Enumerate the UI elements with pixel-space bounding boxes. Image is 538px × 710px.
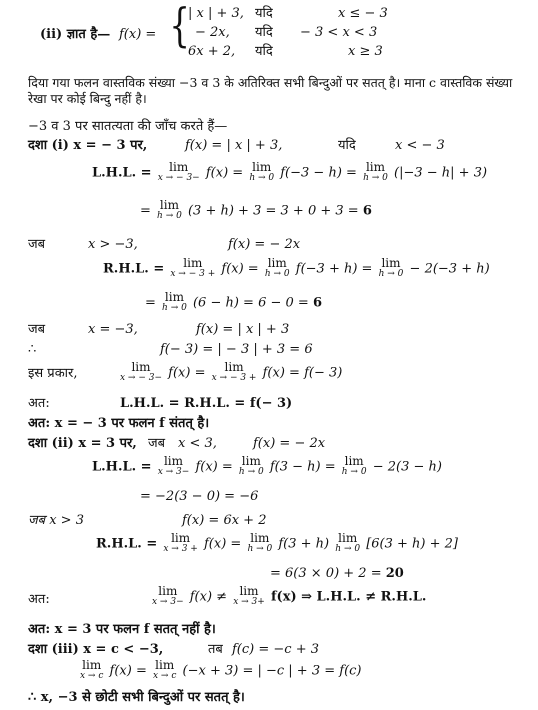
piece-3-expr: 6x + 2,: [188, 44, 236, 59]
lhl-term: f(−3 − h) =: [280, 165, 357, 181]
case1-hence-word: अत:: [28, 396, 50, 411]
case3-heading: दशा (iii) x = c < −3,: [28, 642, 164, 657]
case1-rhl-row: [103, 258, 490, 280]
limit: lim x → − 3 +: [170, 256, 216, 279]
case2-hence-word: अत:: [28, 592, 50, 607]
case2-rhl-line2: [270, 566, 404, 582]
limit: lim x → − 3 +: [211, 360, 257, 383]
piece-1-word: यदि: [255, 6, 273, 21]
lhl-label: L.H.L. =: [92, 459, 152, 475]
piece-2-expr: − 2x,: [195, 25, 230, 40]
case2-cond: x < 3,: [178, 436, 217, 451]
case1-lhl-line2: [140, 200, 372, 222]
limit: lim h → 0: [378, 256, 404, 279]
thus-term: f(x) =: [168, 365, 206, 381]
neq-term: f(x) ⇒ L.H.L. ≠ R.H.L.: [270, 589, 427, 605]
case1-when-cond: x > −3,: [88, 237, 138, 252]
case2-heading: दशा (ii) x = 3 पर,: [28, 436, 137, 451]
case1-when2-cond: x = −3,: [88, 322, 138, 337]
case3-def: f(c) = −c + 3: [232, 642, 319, 657]
lhl-term: f(3 − h) =: [269, 459, 336, 475]
limit: lim h → 0: [247, 531, 273, 554]
rhl-term: = 6(3 × 0) + 2 =: [270, 566, 382, 581]
limit: lim x → − 3−: [157, 160, 200, 183]
check-heading: −3 व 3 पर सातत्यता की जाँच करते हैं—: [28, 119, 228, 134]
case1-cond: x < − 3: [395, 138, 445, 153]
rhl-label: R.H.L. =: [96, 536, 158, 552]
limit: lim x → − 3−: [120, 360, 163, 383]
limit: lim x → 3−: [157, 454, 190, 477]
thus-term: f(x) = f(− 3): [262, 365, 343, 381]
piece-1-expr: | x | + 3,: [188, 6, 244, 21]
equals: =: [145, 295, 156, 311]
lhl-term: (|−3 − h| + 3): [394, 165, 488, 181]
case2-when-word: जब: [148, 436, 166, 451]
limit: lim h → 0: [238, 454, 264, 477]
limit: lim x → c: [80, 658, 104, 681]
lhl-value: 6: [362, 203, 372, 219]
rhl-value: 20: [385, 566, 404, 581]
case1-conclusion: अत: x = − 3 पर फलन f संतत् है।: [28, 416, 210, 431]
limit: lim h → 0: [249, 160, 275, 183]
piece-2-cond: − 3 < x < 3: [300, 25, 378, 40]
rhl-term: f(−3 + h) =: [295, 261, 373, 277]
rhl-term: (6 − h) = 6 − 0 =: [192, 295, 309, 311]
case1-rhl-line2: [145, 292, 322, 314]
final-conclusion: ∴ x, −3 से छोटी सभी बिन्दुओं पर सतत् है।: [28, 690, 245, 705]
case2-neq-row: [150, 586, 426, 608]
lhl-term: − 2(3 − h): [372, 459, 442, 475]
case2-def: f(x) = − 2x: [253, 436, 326, 451]
case1-thus-row: [118, 362, 342, 384]
rhl-term: f(x) =: [203, 536, 242, 552]
case3-term: (−x + 3) = | −c | + 3 = f(c): [182, 663, 362, 679]
case1-when2-word: जब: [28, 322, 46, 337]
piece-3-word: यदि: [255, 44, 273, 59]
case3-limit-row: [78, 660, 362, 682]
rhl-term: [6(3 + h) + 2]: [366, 536, 459, 552]
part-label: (ii) ज्ञात है—: [40, 27, 111, 42]
therefore-symbol: ∴: [28, 342, 37, 357]
case1-cond-word: यदि: [338, 138, 356, 153]
rhl-label: R.H.L. =: [103, 261, 165, 277]
limit: lim h → 0: [157, 198, 182, 221]
lhl-term: (3 + h) + 3 = 3 + 0 + 3 =: [187, 203, 359, 219]
case1-when-word: जब: [28, 237, 46, 252]
rhl-value: 6: [312, 295, 322, 311]
case1-when2-def: f(x) = | x | + 3: [196, 322, 290, 337]
limit: lim h → 0: [162, 290, 187, 313]
case1-heading: दशा (i) x = − 3 पर,: [28, 138, 148, 153]
case2-when2-def: f(x) = 6x + 2: [182, 513, 267, 528]
case2-rhl-row: [96, 533, 458, 555]
lhl-term: f(x) =: [195, 459, 233, 475]
equals: =: [140, 203, 151, 219]
limit: lim x → 3 +: [163, 531, 198, 554]
intro-paragraph: दिया गया फलन वास्तविक संख्या −3 व 3 के अतिरिक्त सभी बिन्दुओं पर सतत् है। माना c वास्तविक संख्या रेखा पर कोई बिन्दु नहीं है।: [28, 75, 513, 106]
lhl-term: f(x) =: [205, 165, 244, 181]
rhl-term: − 2(−3 + h): [409, 261, 490, 277]
case1-hence-expr: L.H.L. = R.H.L. = f(− 3): [120, 396, 293, 411]
piece-2-word: यदि: [255, 25, 273, 40]
case1-when-def: f(x) = − 2x: [228, 237, 301, 252]
limit: lim x → c: [152, 658, 177, 681]
piece-1-cond: x ≤ − 3: [338, 6, 388, 21]
case1-thus-word: इस प्रकार,: [28, 366, 78, 381]
case2-when2: जब x > 3: [28, 513, 84, 528]
case2-lhl-row: [92, 456, 442, 478]
case2-conclusion: अत: x = 3 पर फलन f सतत् नहीं है।: [28, 622, 216, 637]
rhl-term: f(3 + h): [278, 536, 330, 552]
case1-lhl-row: [92, 162, 487, 184]
piece-3-cond: x ≥ 3: [348, 44, 383, 59]
case3-then-word: तब: [208, 642, 223, 657]
limit: lim h → 0: [363, 160, 388, 183]
piecewise-brace: {: [169, 0, 190, 52]
limit: lim x → 3+: [233, 584, 265, 607]
fx-label: f(x) =: [119, 27, 157, 42]
limit: lim h → 0: [264, 256, 290, 279]
lhl-label: L.H.L. =: [92, 165, 152, 181]
limit: lim x → 3−: [152, 584, 184, 607]
case3-term: f(x) =: [109, 663, 147, 679]
rhl-term: f(x) =: [221, 261, 259, 277]
limit: lim h → 0: [341, 454, 367, 477]
limit: lim h → 0: [335, 531, 361, 554]
case2-lhl-line2: = −2(3 − 0) = −6: [140, 489, 259, 504]
case1-def: f(x) = | x | + 3,: [185, 138, 283, 153]
case1-f-at: f(− 3) = | − 3 | + 3 = 6: [160, 342, 313, 357]
neq-term: f(x) ≠: [189, 589, 228, 605]
